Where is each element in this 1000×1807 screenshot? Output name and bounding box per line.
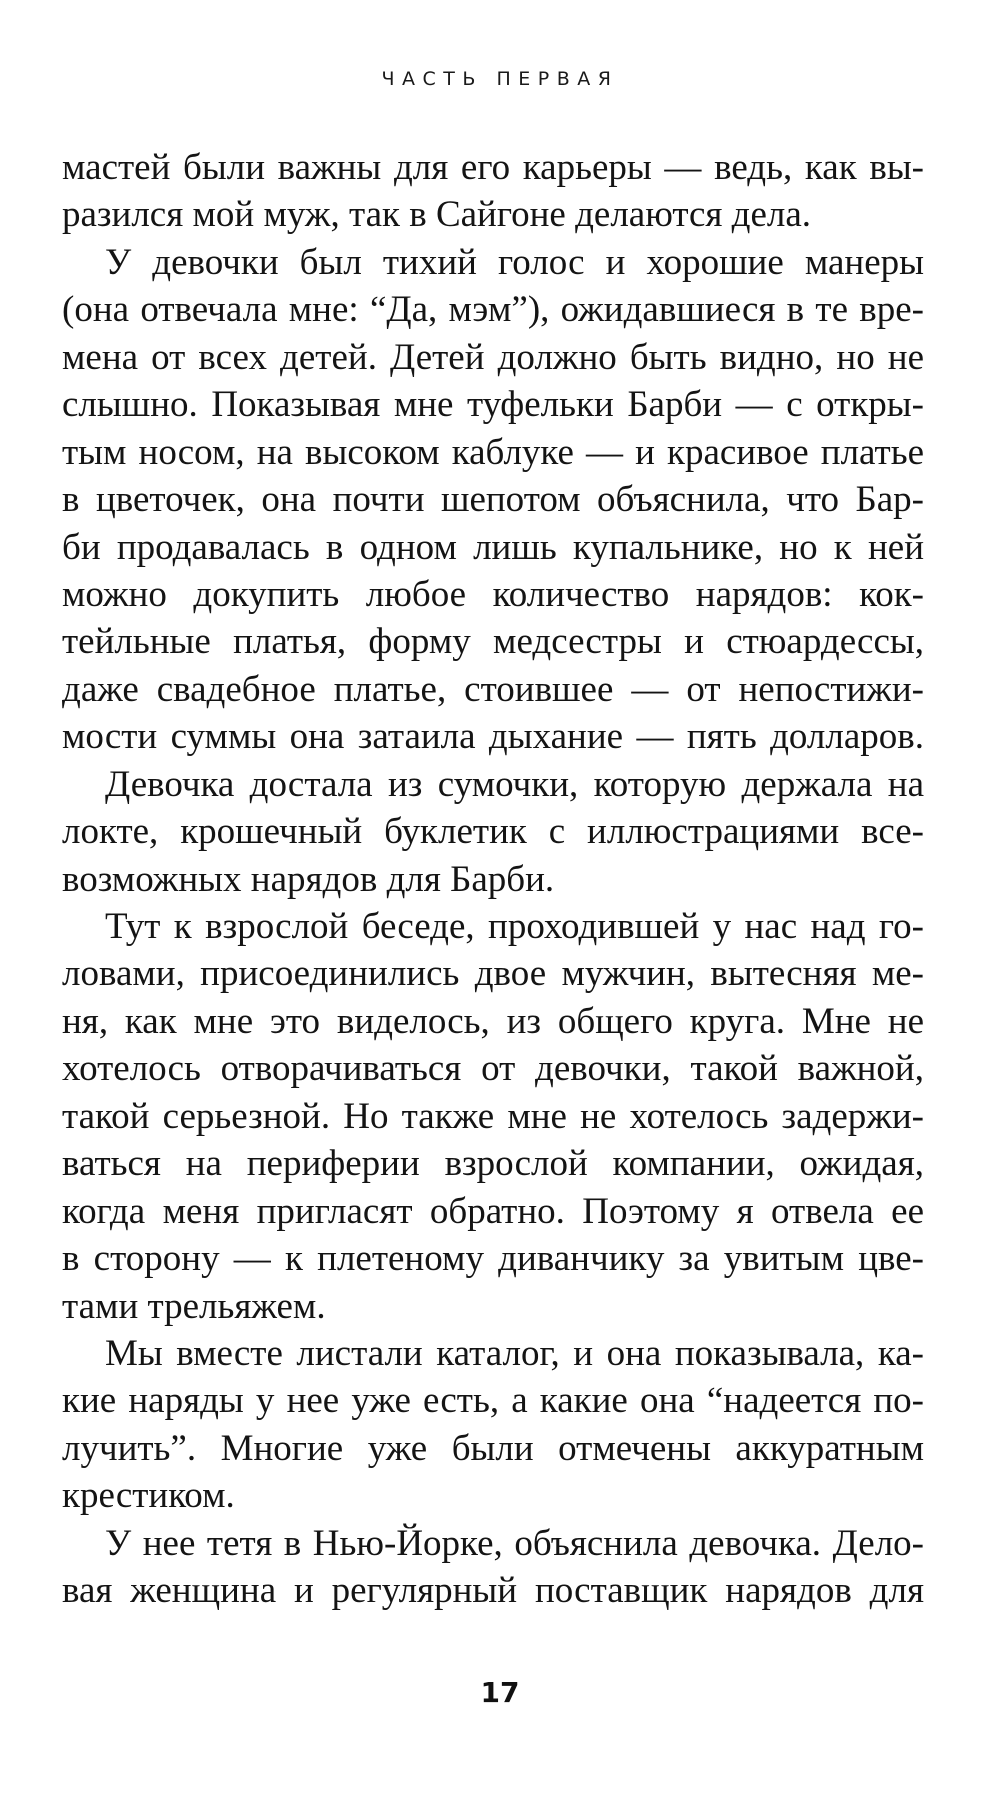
text-line: У нее тетя в Нью-Йорке, объяснила девочка. Дело-	[105, 1522, 924, 1564]
text-line: тейльные платья, форму медсестры и стюардессы,	[62, 621, 924, 663]
text-line: такой серьезной. Но также мне не хотелось задержи-	[62, 1095, 924, 1137]
text-line: У девочки был тихий голос и хорошие манеры	[105, 241, 924, 283]
text-line: лучить”. Многие уже были отмечены аккуратным	[62, 1427, 924, 1469]
text-line: Девочка достала из сумочки, которую держала на	[105, 763, 924, 805]
text-line: в сторону — к плетеному диванчику за увитым цве-	[62, 1238, 924, 1280]
text-line: крестиком.	[62, 1475, 235, 1517]
text-line: ловами, присоединились двое мужчин, вытесняя ме-	[62, 953, 924, 995]
text-line: ваться на периферии взрослой компании, ожидая,	[62, 1143, 924, 1185]
text-line: Мы вместе листали каталог, и она показывала, ка-	[105, 1332, 924, 1374]
body-text	[62, 144, 924, 1615]
text-line: мости суммы она затаила дыхание — пять долларов.	[62, 716, 924, 758]
text-line: слышно. Показывая мне туфельки Барби — с откры-	[62, 384, 924, 426]
text-line: (она отвечала мне: “Да, мэм”), ожидавшиеся в те вре-	[62, 289, 924, 331]
text-line: би продавалась в одном лишь купальнике, но к ней	[62, 526, 924, 568]
text-line: локте, крошечный буклетик с иллюстрациями все-	[62, 811, 924, 853]
text-line: в цветочек, она почти шепотом объяснила, что Бар-	[62, 479, 924, 521]
page-number: 17	[480, 1676, 520, 1709]
text-line: разился мой муж, так в Сайгоне делаются дела.	[62, 194, 812, 236]
text-line: возможных нарядов для Барби.	[62, 858, 555, 900]
text-line: Тут к взрослой беседе, проходившей у нас над го-	[105, 906, 924, 947]
text-line: мастей были важны для его карьеры — ведь, как вы-	[62, 147, 924, 188]
text-line: мена от всех детей. Детей должно быть видно, но не	[62, 336, 924, 378]
running-head: ЧАСТЬ ПЕРВАЯ	[381, 68, 619, 90]
text-line: можно докупить любое количество нарядов: кок-	[62, 573, 924, 615]
text-line: ня, как мне это виделось, из общего круга. Мне не	[62, 1000, 924, 1042]
text-line: даже свадебное платье, стоившее — от непостижи-	[62, 668, 924, 710]
text-line: хотелось отворачиваться от девочки, такой важной,	[62, 1048, 924, 1090]
text-line: вая женщина и регулярный поставщик нарядов для	[62, 1570, 924, 1612]
text-line: тами трельяжем.	[62, 1285, 326, 1327]
text-line: кие наряды у нее уже есть, а какие она “надеется по-	[62, 1380, 924, 1422]
text-line: тым носом, на высоком каблуке — и красивое платье	[62, 431, 924, 473]
text-line: когда меня пригласят обратно. Поэтому я отвела ее	[62, 1190, 924, 1232]
